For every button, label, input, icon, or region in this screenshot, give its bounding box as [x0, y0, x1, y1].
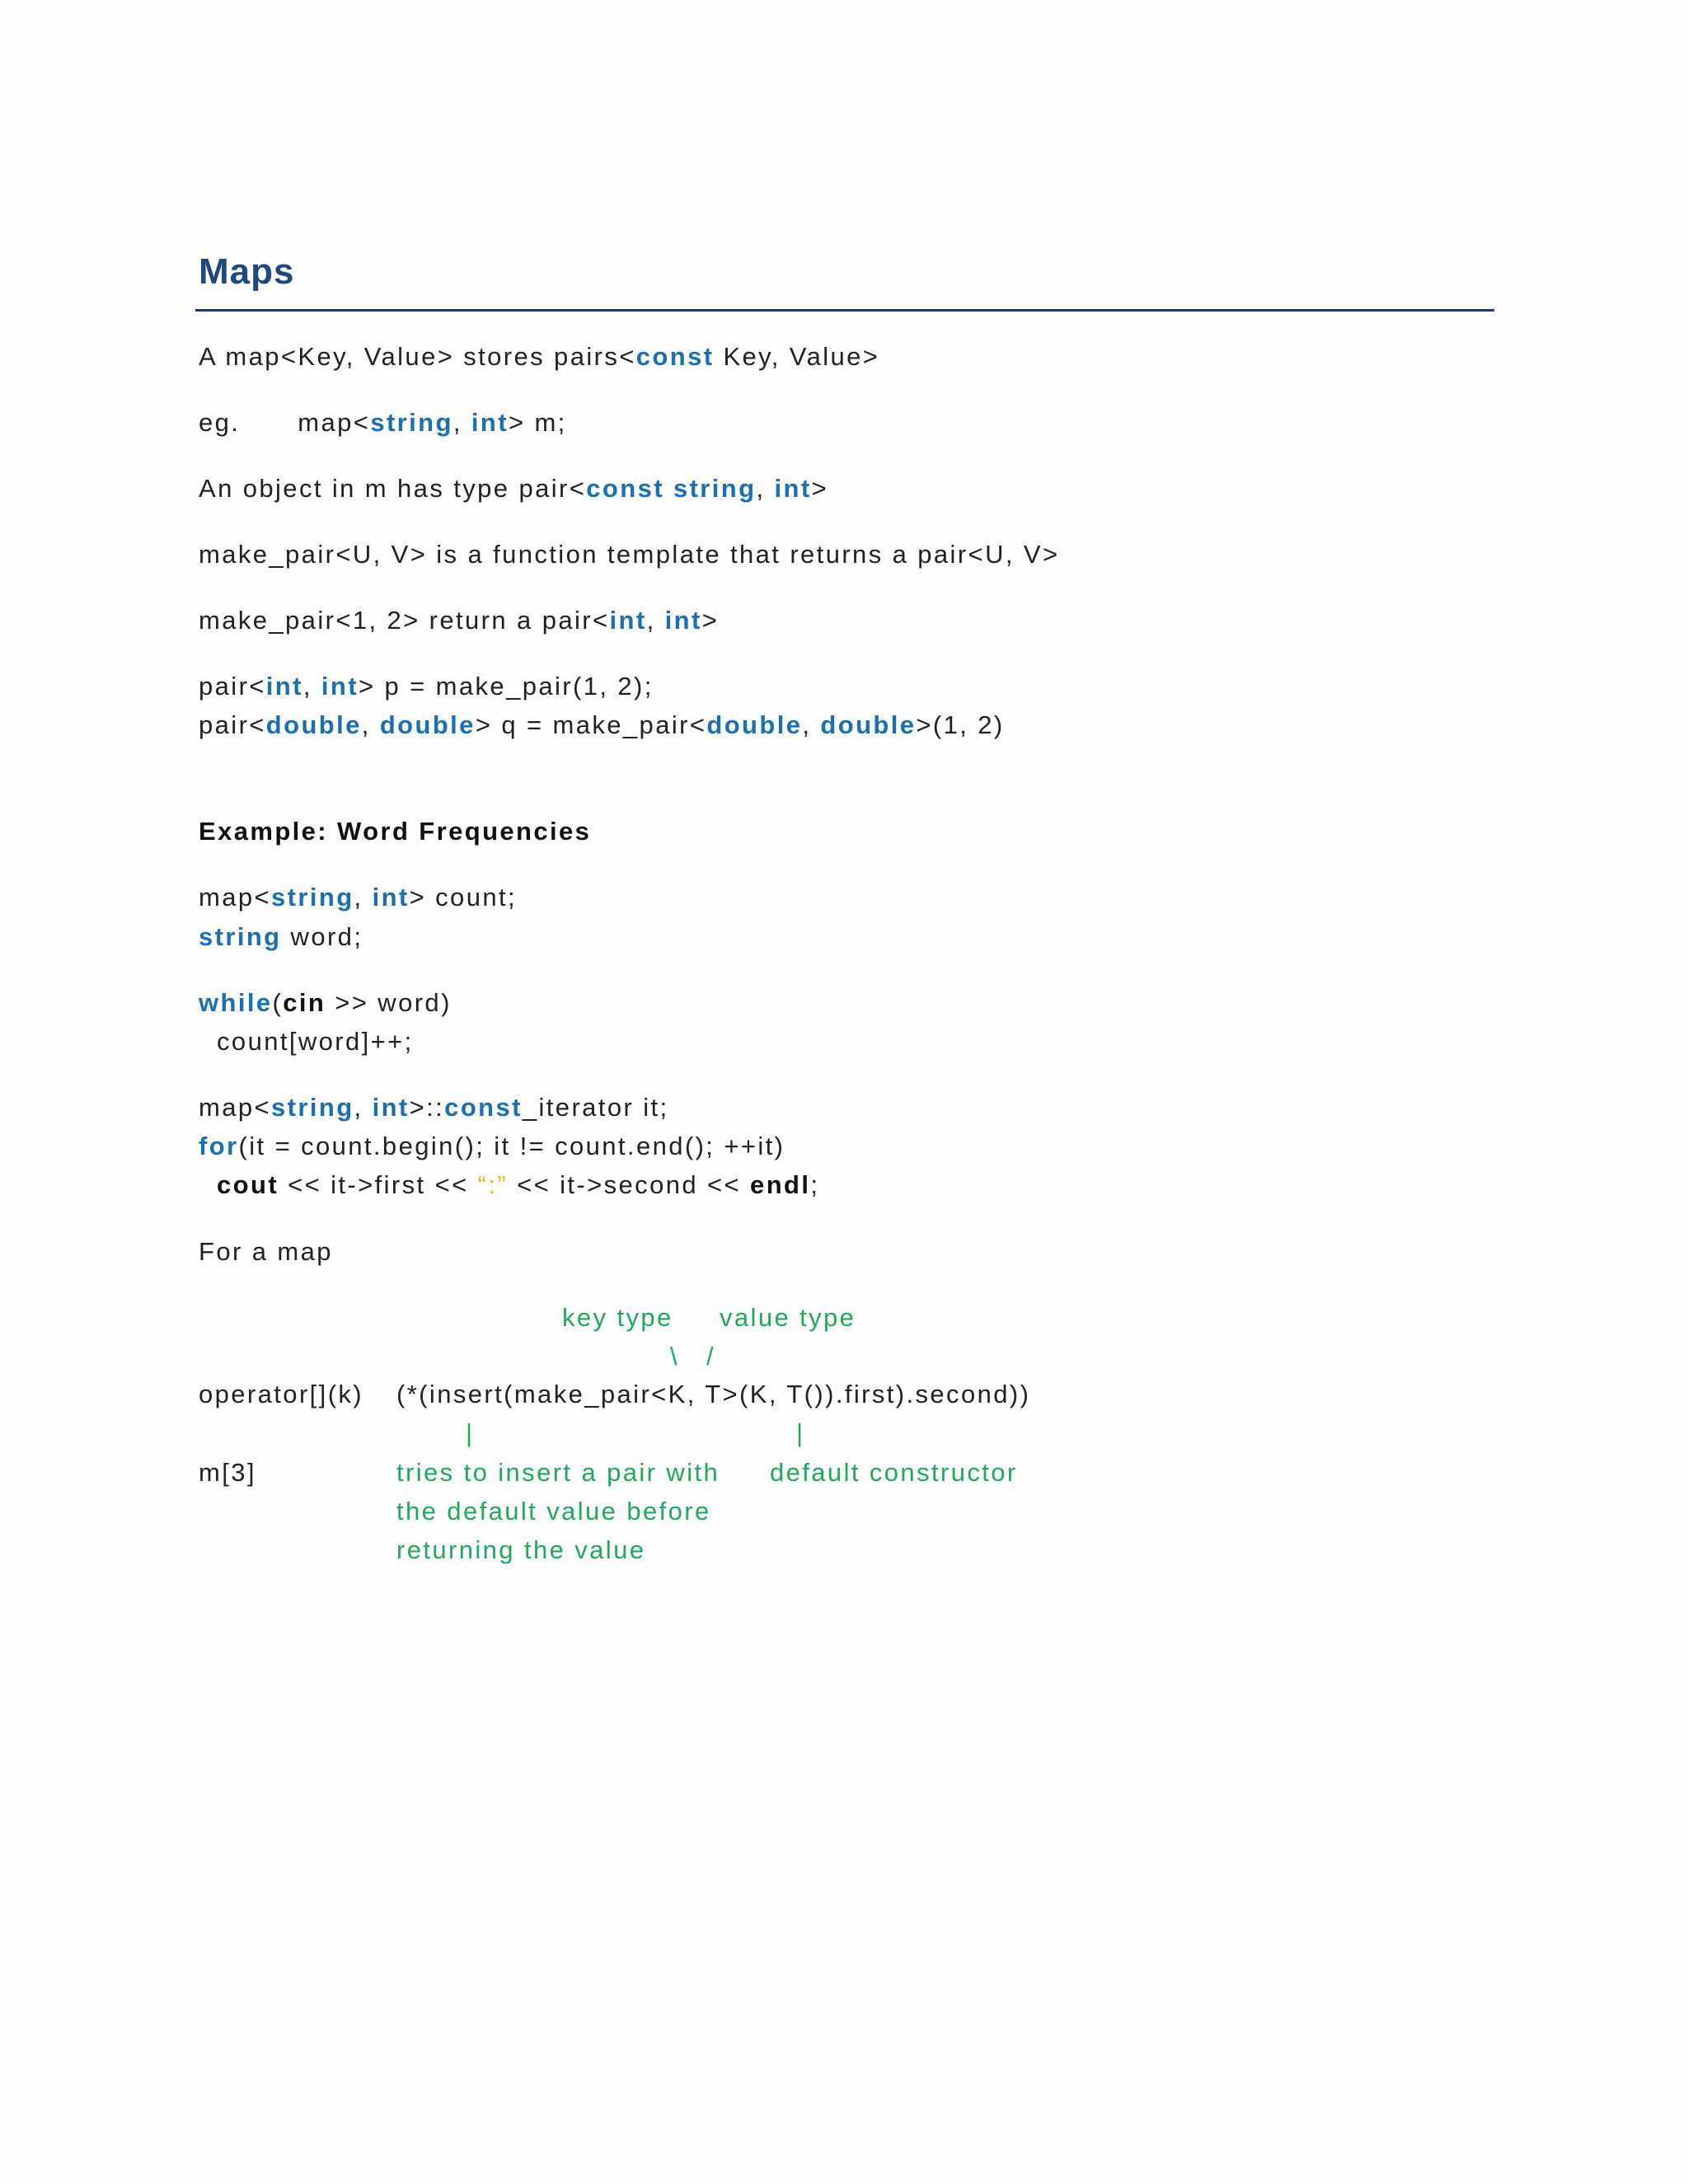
pointer-slashes: \ /	[670, 1342, 716, 1371]
code-increment: count[word]++;	[199, 1027, 414, 1056]
for-a-map-line: For a map	[199, 1237, 333, 1266]
note-left-line-1: tries to insert a pair with	[396, 1458, 720, 1487]
pair-int-line: pair<int, int> p = make_pair(1, 2);	[199, 672, 654, 701]
code-string-declaration: string word;	[199, 922, 363, 951]
key-type-label: key type	[562, 1303, 673, 1332]
example-declaration-line: eg. map<string, int> m;	[199, 408, 567, 437]
code-for-loop: for(it = count.begin(); it != count.end(); ++it)	[199, 1132, 785, 1160]
value-type-label: value type	[720, 1303, 856, 1332]
m3-label: m[3]	[199, 1458, 256, 1487]
note-left-line-3: returning the value	[396, 1535, 646, 1564]
title-underline	[195, 309, 1494, 312]
pair-double-line: pair<double, double> q = make_pair<double, double>(1, 2)	[199, 710, 1005, 739]
note-left-line-2: the default value before	[396, 1497, 711, 1526]
example-heading: Example: Word Frequencies	[199, 817, 592, 846]
code-cout-line: cout << it->first << “:” << it->second << endl;	[217, 1170, 820, 1199]
pointer-bar-right: |	[796, 1418, 805, 1447]
object-type-line: An object in m has type pair<const string, int>	[199, 474, 829, 503]
code-while-loop: while(cin >> word)	[199, 988, 452, 1017]
operator-expression: (*(insert(make_pair<K, T>(K, T()).first).second))	[396, 1380, 1031, 1408]
make-pair-description-line: make_pair<U, V> is a function template that returns a pair<U, V>	[199, 540, 1060, 569]
page-title: Maps	[199, 251, 295, 292]
pointer-bar-left: |	[466, 1418, 475, 1447]
code-iterator-declaration: map<string, int>::const_iterator it;	[199, 1093, 669, 1122]
map-definition-line: A map<Key, Value> stores pairs<const Key, Value>	[199, 342, 880, 371]
code-map-declaration: map<string, int> count;	[199, 883, 518, 912]
operator-label: operator[](k)	[199, 1380, 364, 1408]
make-pair-return-line: make_pair<1, 2> return a pair<int, int>	[199, 606, 720, 635]
note-right: default constructor	[770, 1458, 1018, 1487]
